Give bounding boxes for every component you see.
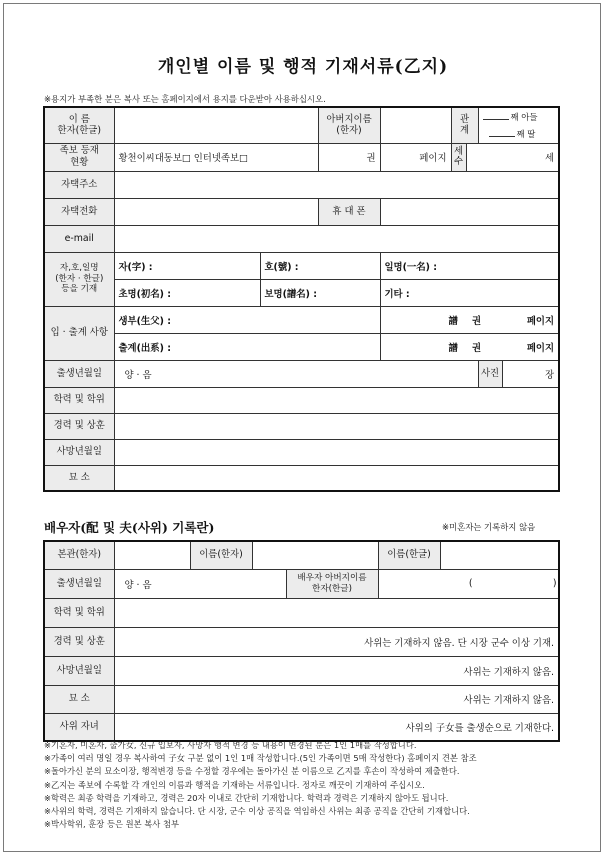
spouse-death-label: 사망년월일 (44, 656, 114, 685)
spouse-name-hangul-input[interactable] (440, 541, 559, 569)
chomyeong-field[interactable]: 초명(初名) : (114, 279, 260, 306)
saengbu-gwon: 권 (451, 306, 502, 333)
address-input[interactable] (114, 171, 559, 198)
bottom-notes (44, 739, 477, 831)
spouse-education-input[interactable] (114, 598, 559, 627)
death-label: 사망년월일 (44, 439, 114, 465)
spouse-grave-label: 묘 소 (44, 685, 114, 713)
spouse-children-label: 사위 자녀 (44, 713, 114, 741)
birth-label: 출생년월일 (44, 360, 114, 387)
sesu-label: 세수 (451, 143, 466, 171)
saengbu-page: 페이지 (502, 306, 559, 333)
birth-input[interactable]: 양 · 음 (114, 360, 478, 387)
gita-field[interactable]: 기타 : (380, 279, 559, 306)
sesu-value: 세 (466, 143, 559, 171)
education-input[interactable] (114, 387, 559, 413)
spouse-name-hanja-label: 이름(한자) (190, 541, 252, 569)
death-input[interactable] (114, 439, 559, 465)
spouse-birth-label: 출생년월일 (44, 569, 114, 598)
email-input[interactable] (114, 225, 559, 252)
father-name-label: 아버지이름 (한자) (318, 107, 380, 143)
chulgye-gwon: 권 (451, 333, 502, 360)
education-label: 학력 및 학위 (44, 387, 114, 413)
spouse-grave-input[interactable]: 사위는 기재하지 않음. (114, 685, 559, 713)
spouse-father-label: 배우자 아버지이름 한자(한글) (286, 569, 378, 598)
spouse-birth-input[interactable]: 양 · 음 (114, 569, 286, 598)
father-name-input[interactable] (380, 107, 451, 143)
chulgye-field[interactable]: 출계(出系) : (114, 333, 380, 360)
career-input[interactable] (114, 413, 559, 439)
mobile-input[interactable] (380, 198, 559, 225)
name-label: 이 름 한자(한글) (44, 107, 114, 143)
personal-info-table (43, 106, 560, 492)
jokbo-label: 족보 등재 현황 (44, 143, 114, 171)
grave-input[interactable] (114, 465, 559, 491)
note-line: ※가족이 여러 명일 경우 복사하여 子女 구분 없이 1인 1매 작성합니다.(5인 가족이면 5매 작성한다) 홈페이지 견본 참조 (44, 753, 477, 764)
relation-daughter[interactable]: 째 딸 (478, 125, 559, 143)
photo-label: 사진 (478, 360, 502, 387)
jokbo-page: 페이지 (380, 143, 451, 171)
spouse-death-input[interactable]: 사위는 기재하지 않음. (114, 656, 559, 685)
spouse-children-input[interactable]: 사위의 子女를 출생순으로 기재한다. (114, 713, 559, 741)
spouse-education-label: 학력 및 학위 (44, 598, 114, 627)
paren-left: ( (468, 578, 473, 589)
relation-label: 관계 (451, 107, 478, 143)
phone-input[interactable] (114, 198, 318, 225)
spouse-bongwan-input[interactable] (114, 541, 190, 569)
chulgye-page: 페이지 (502, 333, 559, 360)
chulgye-bo: 譜 (380, 333, 451, 360)
relation-son[interactable]: 째 아들 (478, 107, 559, 125)
address-label: 자택주소 (44, 171, 114, 198)
paren-right: ) (552, 578, 557, 589)
ho-field[interactable]: 호(號) : (260, 252, 380, 279)
page-title: 개인별 이름 및 행적 기재서류(乙지) (157, 57, 449, 77)
jokbo-gwon: 권 (318, 143, 380, 171)
ipchul-label: 입 · 출계 사항 (44, 306, 114, 360)
note-line: ※박사학위, 훈장 등은 원본 복사 첨부 (44, 819, 179, 830)
spouse-name-hangul-label: 이름(한글) (378, 541, 440, 569)
mobile-label: 휴 대 폰 (318, 198, 380, 225)
note-line: ※학력은 최종 학력을 기재하고, 경력은 20자 이내로 간단히 기재합니다. 학력과 경력은 기재하지 않아도 됩니다. (44, 792, 449, 803)
note-line: ※돌아가신 분의 묘소이장, 행적변경 등을 수정할 경우에는 돌아가신 분 이름으로 乙지를 후손이 작성하여 제출한다. (44, 766, 460, 777)
name-input[interactable] (114, 107, 318, 143)
spouse-bongwan-label: 본관(한자) (44, 541, 114, 569)
bomyeong-field[interactable]: 보명(譜名) : (260, 279, 380, 306)
spouse-father-input[interactable] (378, 569, 559, 598)
spouse-section-note: ※미혼자는 기록하지 않음 (442, 522, 536, 532)
note-line: ※기혼자, 미혼자, 출가女, 신규 입보자, 사망자 행적 변경 등 내용이 변경된 분은 1인 1매를 작성합니다. (44, 740, 417, 750)
note-line: ※乙지는 족보에 수록할 각 개인의 이름과 행적을 기재하는 서류입니다. 정자로 깨끗이 기재하여 주십시오. (44, 779, 425, 790)
note-line: ※사위의 학력, 경력은 기재하지 않습니다. 단 시장, 군수 이상 공직을 역임하신 사위는 최종 공직을 간단히 기재합니다. (44, 806, 470, 817)
ilmyeong-field[interactable]: 일명(一名) : (380, 252, 559, 279)
jokbo-value[interactable]: 황천이씨대동보□ 인터넷족보□ (114, 143, 318, 171)
top-note: ※용지가 부족한 분은 복사 또는 홈페이지에서 용지를 다운받아 사용하십시오. (44, 94, 326, 104)
phone-label: 자택전화 (44, 198, 114, 225)
spouse-section-title: 배우자(配 및 夫(사위) 기록란) (44, 520, 215, 535)
spouse-career-input[interactable]: 사위는 기재하지 않음. 단 시장 군수 이상 기재. (114, 627, 559, 656)
spouse-career-label: 경력 및 상훈 (44, 627, 114, 656)
aliases-label: 자,호,일명 (한자 · 한글) 등을 기재 (44, 252, 114, 306)
ja-field[interactable]: 자(字) : (114, 252, 260, 279)
spouse-info-table (43, 540, 560, 742)
career-label: 경력 및 상훈 (44, 413, 114, 439)
email-label: e-mail (44, 225, 114, 252)
saengbu-field[interactable]: 생부(生父) : (114, 306, 380, 333)
photo-count[interactable]: 장 (502, 360, 559, 387)
saengbu-bo: 譜 (380, 306, 451, 333)
grave-label: 묘 소 (44, 465, 114, 491)
spouse-name-hanja-input[interactable] (252, 541, 378, 569)
